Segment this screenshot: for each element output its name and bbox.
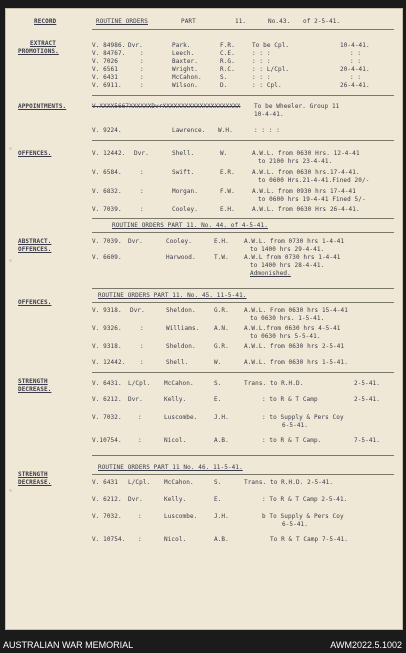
offence-detail: A.W.L. from 0630 Hrs. 12-4-41 [252,150,360,157]
initials: S. [220,74,228,81]
section-strength: STRENGTH [18,471,48,478]
promotion-date: 20-4-41. [340,66,370,73]
rule [92,95,394,96]
header-date: of 2-5-41. [303,18,341,25]
rank: Dvr. [134,150,149,157]
surname: Baxter. [172,58,198,65]
rank: Dvr. [128,396,143,403]
service-number: V. 12442. [92,359,126,366]
rule [92,288,394,289]
offence-detail: A.W.L. from 0730 hrs 1-4-41 [244,238,345,245]
promotion-date: : : [350,74,362,81]
service-number: V. 6561 [92,66,118,73]
surname: Lawrence. [172,127,206,134]
transfer-date: 7-5-41. [354,437,380,444]
transfer-date: 6-5-41. [282,422,308,429]
order-title: ROUTINE ORDERS PART 11. No. 44. of 4-5-41. [112,222,268,229]
transfer-detail: : to R & T Camp. [262,437,322,444]
offence-detail: A.W.L. from 0630 hrs 2-5-41 [244,343,345,350]
rank: : [140,169,144,176]
offence-detail: A.W.L. from 0630 hrs.17-4-41. [252,169,360,176]
offence-detail-cont: to 2100 hrs 23-4-41. [258,158,333,165]
surname: Luscombe. [164,513,198,520]
surname: Shell. [172,150,195,157]
service-number: V. 6431 [92,74,118,81]
offence-detail: A.W.L. from 0630 Hrs 26-4-41. [252,206,360,213]
header-order-no: No.43. [268,18,291,25]
rank: : [140,325,144,332]
order-title: ROUTINE ORDERS PART 11 No. 46. 11-5-41. [98,464,243,471]
surname: Harwood. [166,254,196,261]
surname: Sheldon. [166,307,196,314]
service-number: V. 84986. [92,42,126,49]
initials: A.B. [214,536,229,543]
initials: C.E. [220,50,235,57]
rank: : [140,74,144,81]
offence-detail-cont: to 0600 Hrs.21-4-41.Fined 20/- [258,177,370,184]
offence-detail: A.W.L from 0730 hrs 1-4-41 [244,254,341,261]
transfer-detail: Trans. to R.H.D. [244,380,304,387]
rank: : [140,66,144,73]
rule [92,372,394,373]
service-number: V. 6584. [92,169,122,176]
section-decrease: DECREASE. [18,386,52,393]
appointment-date: 10-4-41. [254,111,284,118]
rule [92,140,394,141]
punch-hole [9,147,12,150]
initials: E.H. [220,206,235,213]
surname: Wilson. [172,82,198,89]
service-number: V. 6609. [92,254,122,261]
struck-out-line: V.XXXX5667XXXXXXDvrXXXXXXXXXXXXXXXXXXXXX [92,103,241,110]
initials: S. [214,380,222,387]
section-decrease: DECREASE. [18,479,52,486]
service-number: V. 9326. [92,325,122,332]
promotion-text: : : Cpl. [252,82,282,89]
rank: : [138,437,142,444]
header-record: RECORD [34,18,57,25]
initials: R.G. [220,58,235,65]
rank: Dvr. [128,238,143,245]
transfer-detail: To R & T Camp 7-5-41. [270,536,348,543]
surname: Wright. [172,66,198,73]
initials: F.W. [220,188,235,195]
service-number: V. 9318. [92,307,122,314]
transfer-detail: : to R & T Camp [262,396,318,403]
promotion-date: : : [350,50,362,57]
section-offences: OFFENCES. [18,150,52,157]
surname: Shell. [166,359,189,366]
rank: Dvr. [130,307,145,314]
initials: W. [220,150,228,157]
document-page [5,8,403,630]
initials: E. [214,496,222,503]
offence-detail: A.W.L.from 0630 hrs 4-5-41 [244,325,341,332]
offence-detail: A.W.L. from 0930 hrs 17-4-41 [252,188,356,195]
transfer-date: 2-5-41. [354,380,380,387]
transfer-date: 2-5-41. [354,396,380,403]
initials: G.R. [214,307,229,314]
service-number: V. 7039. [92,238,122,245]
initials: J.H. [214,414,229,421]
service-number: V. 6212. [92,496,122,503]
transfer-detail: : To R & T Camp 2-5-41. [262,496,348,503]
transfer-detail: Trans. to R.H.D. 2-5-41. [244,479,334,486]
rank: Dvr. [128,42,143,49]
rule [92,232,394,233]
service-number: V. 9224. [92,127,122,134]
initials: A.N. [214,325,229,332]
offence-detail: A.W.L. from 0630 hrs 1-5-41. [244,359,348,366]
service-number: V. 7032. [92,414,122,421]
surname: Nicol. [164,536,187,543]
rank: : [138,536,142,543]
surname: McCahon. [164,479,194,486]
punch-hole [9,489,12,492]
surname: Cooley. [172,206,198,213]
rule [92,474,394,475]
rank: : [140,206,144,213]
surname: Kelly. [164,496,187,503]
rule [92,455,394,456]
promotion-text: : : : [252,58,271,65]
surname: McCahon. [172,74,202,81]
offence-outcome: Admonished. [250,270,291,277]
service-number: V. 84767. [92,50,126,57]
transfer-date: 6-5-41. [282,521,308,528]
rule [92,302,394,303]
initials: E. [214,396,222,403]
rank: Dvr. [128,496,143,503]
initials: S. [214,479,222,486]
initials: F.R. [220,42,235,49]
initials: D. [220,82,228,89]
promotion-text: To be Cpl. [252,42,290,49]
service-number: V. 6212. [92,396,122,403]
service-number: V.10754. [92,437,122,444]
promotion-date: : : [350,58,362,65]
surname: Sheldon. [166,343,196,350]
service-number: V. 12442. [92,150,126,157]
service-number: V. 6911. [92,82,122,89]
surname: Kelly. [164,396,187,403]
surname: Park. [172,42,191,49]
initials: T.W. [214,254,229,261]
punch-hole [9,259,12,262]
service-number: V. 6832. [92,188,122,195]
initials: W. [214,359,222,366]
rank: : [140,359,144,366]
rank: : [138,513,142,520]
initials: G.R. [214,343,229,350]
section-offences: OFFENCES. [18,299,52,306]
service-number: V. 7039. [92,206,122,213]
ditto-marks: : : : : [254,127,280,134]
initials: E.R. [220,169,235,176]
footer-institution: AUSTRALIAN WAR MEMORIAL [3,640,134,650]
promotion-text: : : : [252,50,271,57]
surname: Luscombe. [164,414,198,421]
service-number: V. 9318. [92,343,122,350]
rule [92,218,394,219]
promotion-text: : : : [252,74,271,81]
service-number: V. 6431. [92,380,122,387]
rank: : [140,188,144,195]
initials: A.B. [214,437,229,444]
offence-detail-cont: to 0630 hrs 5-5-41. [250,333,321,340]
initials: W.H. [218,127,233,134]
section-extract: EXTRACT [30,40,56,47]
service-number: V. 7032. [92,513,122,520]
service-number: V. 10754. [92,536,126,543]
surname: Nicol. [164,437,187,444]
surname: Morgan. [172,188,198,195]
rank: : [140,58,144,65]
section-appointments: APPOINTMENTS. [18,103,67,110]
surname: Cooley. [166,238,192,245]
promotion-text: : : L/Cpl. [252,66,290,73]
order-title: ROUTINE ORDERS PART 11. No. 45. 11-5-41. [98,292,247,299]
offence-detail-cont: to 0630 hrs. 1-5-41. [250,315,325,322]
surname: Leech. [172,50,195,57]
section-offences: OFFENCES. [18,246,52,253]
appointment-text: To be Wheeler. Group 11 [254,103,340,110]
header-part-no: 11. [235,18,247,25]
transfer-detail: : to Supply & Pers Coy [262,414,344,421]
section-abstract: ABSTRACT. [18,238,52,245]
rank: : [140,50,144,57]
offence-detail-cont: to 0600 hrs 19-4-41 Fined 5/- [258,196,366,203]
offence-detail-cont: to 1400 hrs 28-4-41. [250,262,325,269]
initials: J.H. [214,513,229,520]
service-number: V. 6431 [92,479,118,486]
section-promotions: PROMOTIONS. [18,48,59,55]
archive-footer [0,636,406,653]
offence-detail-cont: to 1400 hrs 29-4-41. [250,246,325,253]
promotion-date: 10-4-41. [340,42,370,49]
section-strength: STRENGTH [18,378,48,385]
surname: Swift. [172,169,195,176]
transfer-detail: b To Supply & Pers Coy [262,513,344,520]
initials: R.C. [220,66,235,73]
service-number: V. 7026 [92,58,118,65]
rank: L/Cpl. [128,380,151,387]
rank: : [140,343,144,350]
header-part: PART [181,18,196,25]
surname: McCahon. [164,380,194,387]
offence-detail: A.W.L. From 0630 hrs 15-4-41 [244,307,348,314]
promotion-date: 26-4-41. [340,82,370,89]
rule [92,29,394,30]
surname: Williams. [166,325,200,332]
footer-accession-number: AWM2022.5.1002 [330,640,402,650]
rank: : [138,414,142,421]
header-routine-orders: ROUTINE ORDERS [96,18,148,25]
rank: : [140,82,144,89]
rank: L/Cpl. [128,479,151,486]
initials: E.H. [214,238,229,245]
